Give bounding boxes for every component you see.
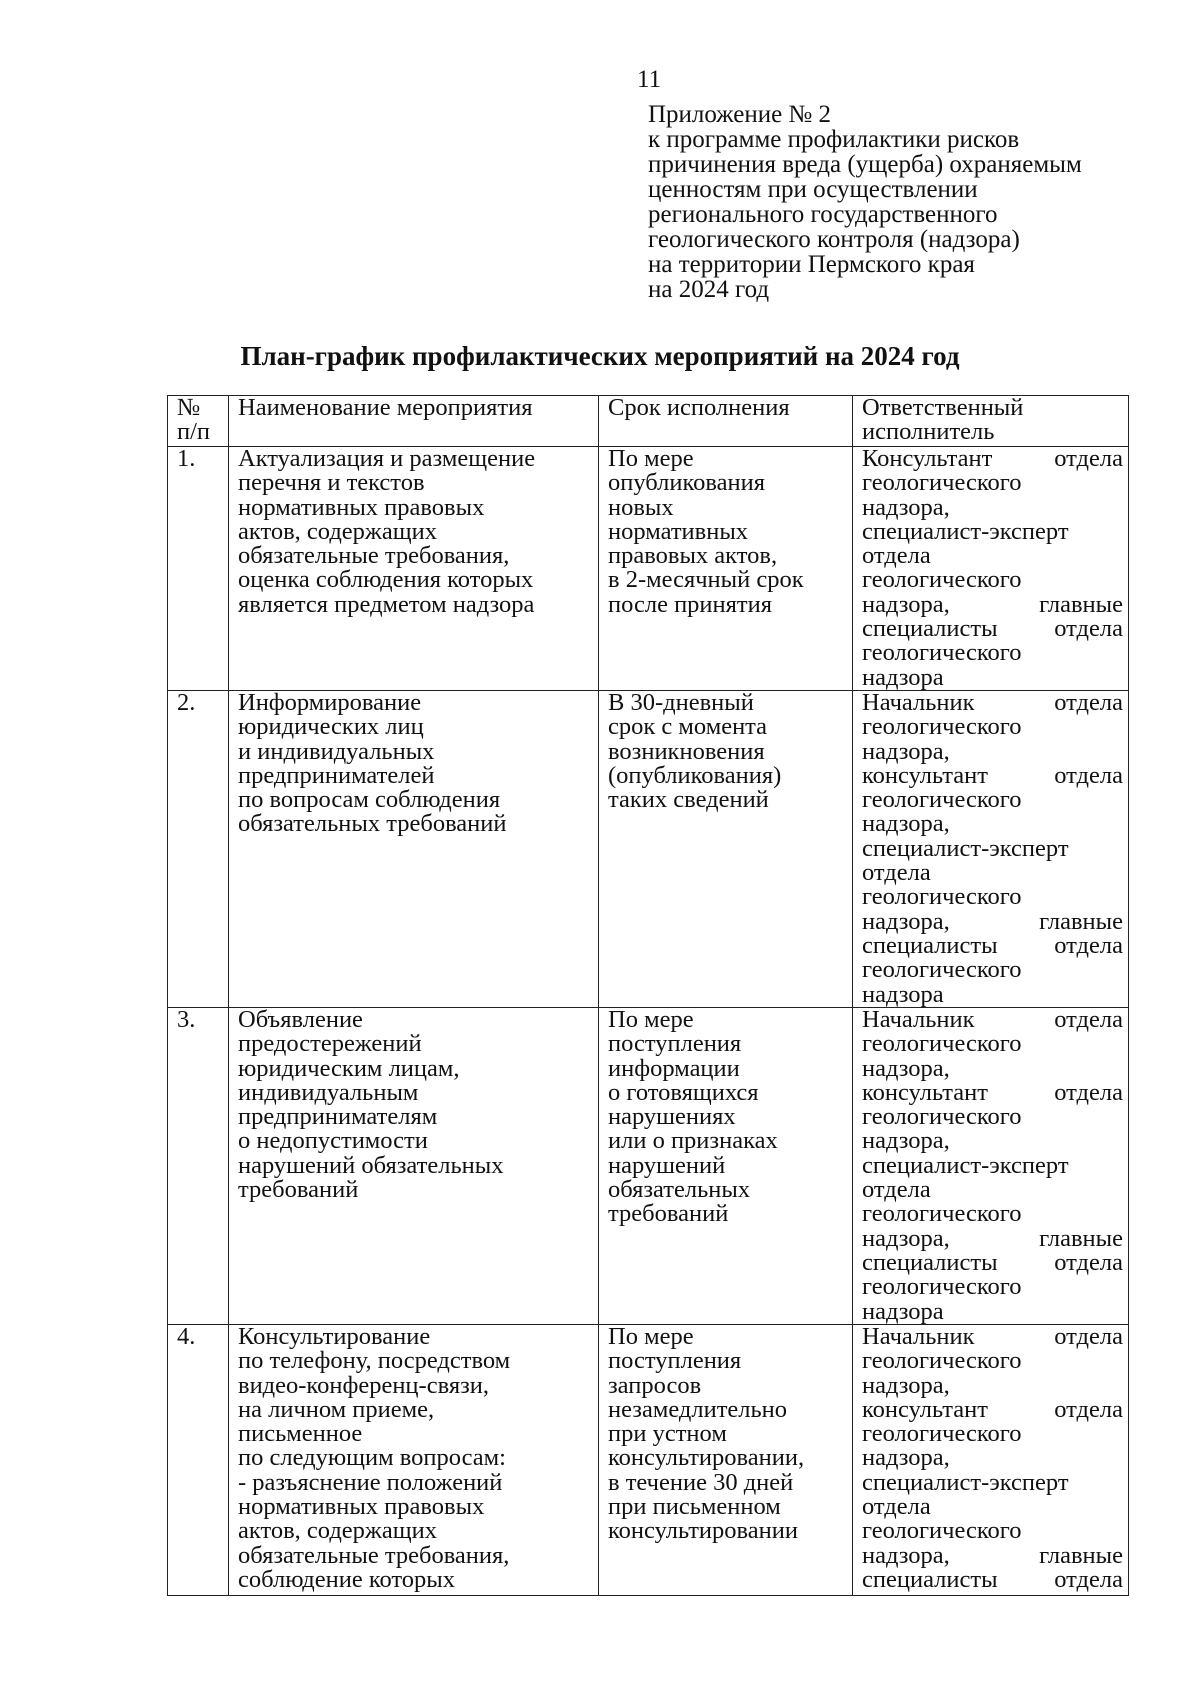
header-responsible-line: исполнитель bbox=[862, 418, 995, 446]
header-deadline-line: Срок исполнения bbox=[608, 394, 790, 421]
responsible-line: геологического bbox=[862, 786, 1022, 814]
header-activity-name bbox=[229, 396, 599, 447]
cell-responsible bbox=[853, 1325, 1129, 1596]
deadline-line: при устном bbox=[608, 1420, 727, 1448]
table-body bbox=[168, 447, 1129, 1596]
activity-name-line: юридическим лицам, bbox=[238, 1054, 460, 1082]
responsible-line: геологического bbox=[862, 713, 1022, 741]
responsible-word: отдела bbox=[1054, 445, 1123, 472]
table-row bbox=[168, 447, 1129, 691]
appendix-line: к программе профилактики рисков bbox=[648, 126, 1020, 153]
deadline-line: после принятия bbox=[608, 590, 773, 618]
appendix-note bbox=[648, 102, 1168, 302]
responsible-line bbox=[862, 1008, 1123, 1032]
deadline-line: возникновения bbox=[608, 737, 765, 765]
responsible-word: отдела bbox=[1054, 931, 1123, 959]
responsible-line: геологического bbox=[862, 883, 1022, 911]
responsible-line bbox=[862, 1325, 1123, 1349]
cell-deadline bbox=[599, 1008, 853, 1325]
responsible-line: надзора, bbox=[862, 1054, 950, 1082]
responsible-line bbox=[862, 447, 1123, 471]
deadline-line: новых bbox=[608, 493, 674, 521]
responsible-word: специалисты bbox=[862, 1248, 998, 1276]
responsible-line: специалист-эксперт bbox=[862, 517, 1069, 545]
responsible-line: надзора, bbox=[862, 737, 950, 765]
cell-number: 3. bbox=[168, 1008, 229, 1325]
appendix-line: ценностям при осуществлении bbox=[648, 176, 978, 203]
activity-name-line: обязательных требований bbox=[238, 810, 507, 838]
responsible-line bbox=[862, 1248, 1123, 1276]
responsible-word: отдела bbox=[1054, 1395, 1123, 1423]
responsible-line: геологического bbox=[862, 1517, 1022, 1545]
activity-name-line: требований bbox=[238, 1176, 359, 1204]
responsible-line: отдела bbox=[862, 542, 931, 570]
activity-name-line: перечня и текстов bbox=[238, 469, 425, 497]
deadline-line: консультировании bbox=[608, 1517, 798, 1545]
responsible-word: отдела bbox=[1054, 761, 1123, 789]
appendix-line: Приложение № 2 bbox=[648, 101, 832, 128]
responsible-line: специалист-эксперт bbox=[862, 834, 1069, 862]
cell-number: 4. bbox=[168, 1325, 229, 1596]
activity-name-line: о недопустимости bbox=[238, 1127, 428, 1155]
header-number-line: п/п bbox=[177, 418, 211, 446]
appendix-line: геологического контроля (надзора) bbox=[648, 226, 1020, 253]
responsible-word: надзора, bbox=[862, 590, 950, 618]
responsible-word: специалисты bbox=[862, 1565, 998, 1593]
responsible-word: главные bbox=[1039, 1224, 1123, 1252]
activity-name-line: соблюдение которых bbox=[238, 1565, 456, 1593]
activity-name-line: - разъяснение положений bbox=[238, 1468, 503, 1496]
header-responsible-line: Ответственный bbox=[862, 394, 1024, 421]
cell-number: 2. bbox=[168, 691, 229, 1008]
deadline-line: В 30-дневный bbox=[608, 689, 754, 716]
deadline-line: в течение 30 дней bbox=[608, 1468, 794, 1496]
responsible-word: отдела bbox=[1054, 615, 1123, 643]
table-row bbox=[168, 691, 1129, 1008]
responsible-line bbox=[862, 761, 1123, 789]
responsible-word: главные bbox=[1039, 590, 1123, 618]
responsible-line: геологического bbox=[862, 956, 1022, 984]
activity-name-line: нормативных правовых bbox=[238, 493, 485, 521]
responsible-word: Консультант bbox=[862, 445, 993, 472]
deadline-line: в 2-месячный срок bbox=[608, 566, 804, 594]
deadline-line: поступления bbox=[608, 1030, 742, 1058]
document-title: План-график профилактических мероприятий на 2024 год bbox=[240, 341, 960, 371]
responsible-line: надзора, bbox=[862, 1371, 950, 1399]
responsible-word: консультант bbox=[862, 1395, 988, 1423]
responsible-word: отдела bbox=[1054, 1565, 1123, 1593]
responsible-line: геологического bbox=[862, 1273, 1022, 1301]
responsible-line: надзора, bbox=[862, 1127, 950, 1155]
responsible-word: главные bbox=[1039, 1541, 1123, 1569]
responsible-line bbox=[862, 907, 1123, 935]
activity-name-line: по следующим вопросам: bbox=[238, 1444, 506, 1472]
deadline-line: По мере bbox=[608, 1323, 694, 1350]
responsible-line: отдела bbox=[862, 1176, 931, 1204]
responsible-word: консультант bbox=[862, 1078, 988, 1106]
responsible-word: отдела bbox=[1054, 1248, 1123, 1276]
appendix-line: причинения вреда (ущерба) охраняемым bbox=[648, 151, 1082, 178]
activity-name-line: Консультирование bbox=[238, 1323, 431, 1350]
deadline-line: таких сведений bbox=[608, 786, 769, 814]
responsible-line bbox=[862, 931, 1123, 959]
responsible-line: геологического bbox=[862, 1030, 1022, 1058]
activity-name-line: предпринимателей bbox=[238, 761, 435, 789]
responsible-word: надзора, bbox=[862, 1541, 950, 1569]
header-responsible bbox=[853, 396, 1129, 447]
activity-name-line: оценка соблюдения которых bbox=[238, 566, 534, 594]
responsible-line: геологического bbox=[862, 469, 1022, 497]
activity-name-line: нарушений обязательных bbox=[238, 1151, 504, 1179]
activity-name-line: по вопросам соблюдения bbox=[238, 786, 501, 814]
appendix-line: регионального государственного bbox=[648, 201, 998, 228]
activity-name-line: Актуализация и размещение bbox=[238, 445, 536, 472]
responsible-word: отдела bbox=[1054, 1006, 1123, 1033]
deadline-line: нарушений bbox=[608, 1151, 726, 1179]
responsible-line bbox=[862, 1541, 1123, 1569]
responsible-line bbox=[862, 1395, 1123, 1423]
deadline-line: опубликования bbox=[608, 469, 766, 497]
activity-name-line: по телефону, посредством bbox=[238, 1347, 511, 1375]
activity-name-line: нормативных правовых bbox=[238, 1493, 485, 1521]
deadline-line: запросов bbox=[608, 1371, 702, 1399]
responsible-word: главные bbox=[1039, 907, 1123, 935]
responsible-line: специалист-эксперт bbox=[862, 1468, 1069, 1496]
deadline-line: поступления bbox=[608, 1347, 742, 1375]
deadline-line: обязательных bbox=[608, 1176, 751, 1204]
cell-deadline bbox=[599, 447, 853, 691]
deadline-line: (опубликования) bbox=[608, 761, 782, 789]
responsible-word: отдела bbox=[1054, 689, 1123, 716]
deadline-line: правовых актов, bbox=[608, 542, 778, 570]
page-number: 11 bbox=[637, 66, 662, 93]
deadline-line: По мере bbox=[608, 1006, 694, 1033]
responsible-line: отдела bbox=[862, 859, 931, 887]
responsible-word: специалисты bbox=[862, 931, 998, 959]
activity-name-line: обязательные требования, bbox=[238, 542, 510, 570]
deadline-line: незамедлительно bbox=[608, 1395, 788, 1423]
cell-activity-name bbox=[229, 1325, 599, 1596]
cell-activity-name bbox=[229, 447, 599, 691]
responsible-word: надзора, bbox=[862, 1224, 950, 1252]
header-number-line: № bbox=[177, 394, 201, 421]
activity-name-line: на личном приеме, bbox=[238, 1395, 435, 1423]
activity-name-line: обязательные требования, bbox=[238, 1541, 510, 1569]
responsible-line: геологического bbox=[862, 566, 1022, 594]
responsible-line bbox=[862, 691, 1123, 715]
responsible-line: геологического bbox=[862, 1103, 1022, 1131]
activity-name-line: Объявление bbox=[238, 1006, 363, 1033]
activity-name-line: предпринимателям bbox=[238, 1103, 438, 1131]
activity-name-line: актов, содержащих bbox=[238, 517, 437, 545]
deadline-line: нарушениях bbox=[608, 1103, 736, 1131]
header-deadline bbox=[599, 396, 853, 447]
responsible-word: Начальник bbox=[862, 1006, 975, 1033]
table-header-row bbox=[168, 396, 1129, 447]
responsible-line: отдела bbox=[862, 1493, 931, 1521]
table-row bbox=[168, 1008, 1129, 1325]
deadline-line: или о признаках bbox=[608, 1127, 778, 1155]
activity-name-line: письменное bbox=[238, 1420, 363, 1448]
responsible-line: геологического bbox=[862, 1420, 1022, 1448]
plan-schedule-table bbox=[167, 395, 1129, 1596]
activity-name-line: актов, содержащих bbox=[238, 1517, 437, 1545]
cell-number: 1. bbox=[168, 447, 229, 691]
appendix-line: на территории Пермского края bbox=[648, 251, 975, 278]
header-activity-name-line: Наименование мероприятия bbox=[238, 394, 533, 421]
activity-name-line: видео-конференц-связи, bbox=[238, 1371, 490, 1399]
responsible-word: консультант bbox=[862, 761, 988, 789]
responsible-line bbox=[862, 617, 1123, 641]
cell-responsible bbox=[853, 691, 1129, 1008]
table-row bbox=[168, 1325, 1129, 1596]
responsible-line: геологического bbox=[862, 1347, 1022, 1375]
responsible-word: Начальник bbox=[862, 1323, 975, 1350]
header-number bbox=[168, 396, 229, 447]
responsible-word: надзора, bbox=[862, 907, 950, 935]
responsible-line: геологического bbox=[862, 639, 1022, 667]
deadline-line: о готовящихся bbox=[608, 1078, 759, 1106]
activity-name-line: является предметом надзора bbox=[238, 590, 535, 618]
appendix-line: на 2024 год bbox=[648, 276, 770, 303]
responsible-line: специалист-эксперт bbox=[862, 1151, 1069, 1179]
responsible-line bbox=[862, 1565, 1123, 1593]
activity-name-line: предостережений bbox=[238, 1030, 422, 1058]
responsible-line bbox=[862, 1078, 1123, 1106]
deadline-line: По мере bbox=[608, 445, 694, 472]
responsible-line bbox=[862, 590, 1123, 618]
responsible-line: надзора bbox=[862, 663, 944, 691]
deadline-line: срок с момента bbox=[608, 713, 768, 741]
responsible-line: надзора bbox=[862, 980, 944, 1008]
responsible-line: надзора, bbox=[862, 1444, 950, 1472]
deadline-line: информации bbox=[608, 1054, 740, 1082]
responsible-line: надзора, bbox=[862, 493, 950, 521]
activity-name-line: индивидуальным bbox=[238, 1078, 419, 1106]
activity-name-line: и индивидуальных bbox=[238, 737, 435, 765]
deadline-line: нормативных bbox=[608, 517, 749, 545]
activity-name-line: Информирование bbox=[238, 689, 422, 716]
deadline-line: при письменном bbox=[608, 1493, 781, 1521]
cell-activity-name bbox=[229, 1008, 599, 1325]
responsible-word: специалисты bbox=[862, 615, 998, 643]
responsible-line: надзора, bbox=[862, 810, 950, 838]
responsible-line bbox=[862, 1224, 1123, 1252]
responsible-word: отдела bbox=[1054, 1323, 1123, 1350]
deadline-line: консультировании, bbox=[608, 1444, 805, 1472]
cell-responsible bbox=[853, 1008, 1129, 1325]
responsible-word: Начальник bbox=[862, 689, 975, 716]
cell-deadline bbox=[599, 1325, 853, 1596]
cell-deadline bbox=[599, 691, 853, 1008]
activity-name-line: юридических лиц bbox=[238, 713, 424, 741]
deadline-line: требований bbox=[608, 1200, 729, 1228]
responsible-line: надзора bbox=[862, 1297, 944, 1325]
responsible-word: отдела bbox=[1054, 1078, 1123, 1106]
responsible-line: геологического bbox=[862, 1200, 1022, 1228]
cell-activity-name bbox=[229, 691, 599, 1008]
cell-responsible bbox=[853, 447, 1129, 691]
